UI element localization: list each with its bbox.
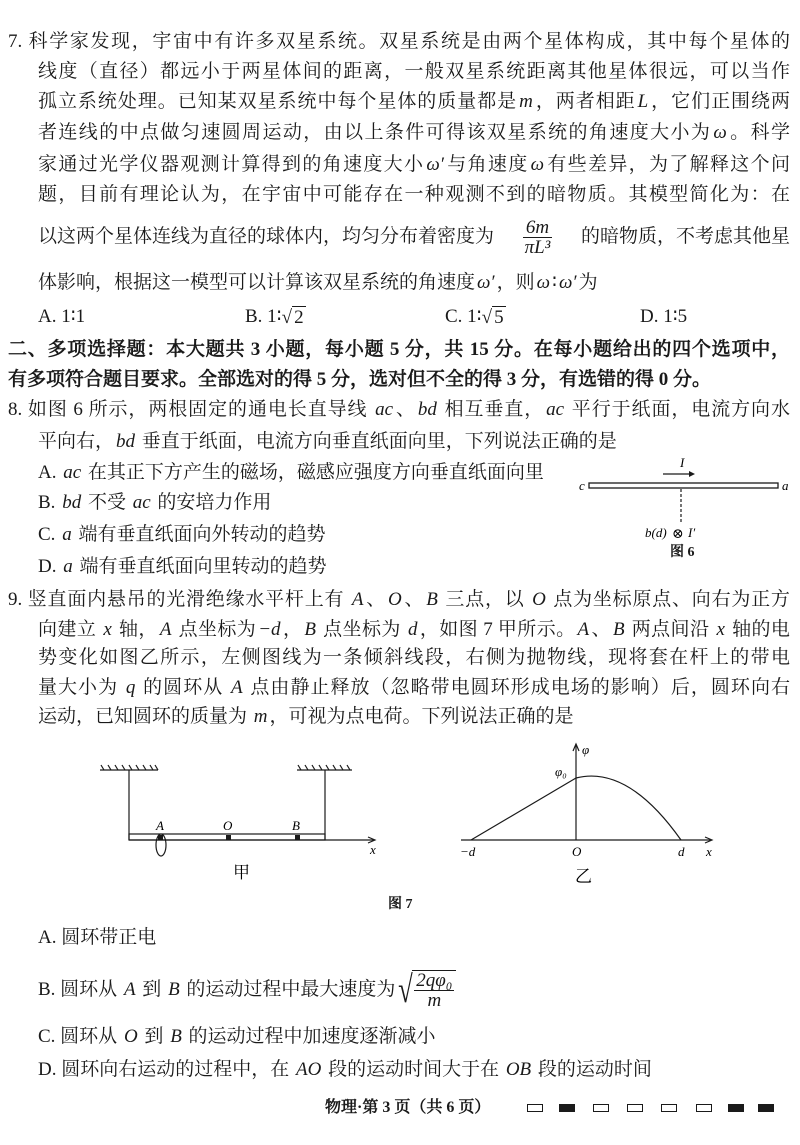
q9-line [38, 677, 790, 699]
radical-sign-icon: √ [281, 306, 293, 328]
figure-7-left [100, 765, 375, 856]
radicand: 5 [494, 306, 504, 328]
x-axis-label: x [706, 844, 712, 859]
text-segment: ， [282, 619, 303, 640]
q8-option-a [38, 462, 544, 484]
math-variable: O [123, 1026, 138, 1047]
sqrt [395, 969, 456, 1011]
wire-bd-label: b(d) [645, 525, 667, 540]
math-variable: OB [505, 1059, 532, 1080]
q9-line [38, 706, 574, 728]
point-o-label: O [223, 818, 233, 833]
potential-parabola [576, 776, 681, 840]
tick-origin: O [572, 844, 582, 859]
math-variable: A [231, 677, 243, 698]
text-segment: 平向右， [38, 431, 115, 452]
text-segment: 、 [365, 589, 386, 610]
figure-6-caption: 图 6 [670, 545, 695, 560]
text-segment: 相互垂直， [438, 399, 545, 420]
math-variable: ω′ [558, 272, 577, 293]
phi-axis-label: φ [582, 742, 590, 757]
radical-sign-icon: √ [481, 306, 493, 328]
q7-option-c [445, 306, 506, 329]
text-segment: D. 圆环向右运动的过程中，在 [38, 1059, 294, 1080]
empty-mark [627, 1104, 643, 1112]
text-segment: ，它们正围绕两 [650, 91, 790, 112]
point-b-mark [295, 835, 300, 840]
math-variable: d [407, 619, 418, 640]
end-label-a: a [782, 478, 789, 493]
section-heading: 二、多项选择题：本大题共 3 小题，每小题 5 分，共 15 分。在每小题给出的四个选项中， [8, 339, 790, 360]
text-segment: ，如图 7 甲所示。 [419, 619, 576, 640]
tick-d: d [678, 844, 685, 859]
option-label: C. 1∶ [445, 306, 482, 327]
text-segment: 三点，以 [439, 589, 531, 610]
point-a-mark [158, 835, 163, 840]
text-segment: 与角速度 [445, 154, 529, 175]
empty-mark [527, 1104, 543, 1112]
text-segment: 到 [139, 1026, 169, 1047]
q7-line [38, 122, 790, 144]
density-fraction [523, 218, 553, 257]
math-variable: x [716, 619, 725, 640]
q8-option-c [38, 524, 325, 546]
text-segment: 孤立系统处理。已知某双星系统中每个星体的质量都是 [38, 91, 518, 112]
text-segment: 轴， [113, 619, 158, 640]
text-segment: 端有垂直纸面向外转动的趋势 [73, 524, 326, 545]
math-variable: O [387, 589, 402, 610]
text-segment: ，则 [496, 272, 535, 293]
math-variable: ac [63, 462, 82, 483]
text-segment: 运动，已知圆环的质量为 [38, 706, 252, 727]
q8-option-b [38, 492, 271, 514]
text-segment: 平行于纸面，电流方向水 [566, 399, 790, 420]
q9-line [38, 647, 790, 669]
text-segment: 家通过光学仪器观测计算得到的角速度大小 [38, 154, 425, 175]
math-variable: a [62, 524, 72, 545]
filled-mark [728, 1104, 744, 1112]
q7-line [38, 91, 790, 113]
tick-neg-d: −d [460, 844, 476, 859]
text-segment: 向建立 [38, 619, 102, 640]
math-variable: ω′ [426, 154, 444, 175]
text-segment: 点为坐标原点、向右为正方 [547, 589, 790, 610]
figure-yi-caption: 乙 [575, 867, 592, 886]
math-variable: L [637, 91, 649, 112]
math-variable: m [519, 91, 533, 112]
q8-line [8, 399, 790, 421]
q7-line [38, 272, 598, 294]
math-variable: B [426, 589, 438, 610]
text-segment: C. [38, 524, 61, 545]
text-segment: 7. 科学家发现，宇宙中有许多双星系统。双星系统是由两个星体构成，其中每个星体的 [8, 31, 790, 52]
figure-jia-caption: 甲 [233, 863, 250, 882]
text-segment: ，两者相距 [534, 91, 636, 112]
point-a-label: A [156, 818, 164, 833]
math-variable: a [63, 556, 73, 577]
q7-option-d: D. 1∶5 [640, 306, 688, 327]
text-segment: 为 [578, 272, 598, 293]
text-segment: 两点间沿 [626, 619, 715, 640]
math-variable: A [577, 619, 590, 640]
text-segment: B. [38, 492, 61, 513]
math-variable: B [304, 619, 316, 640]
math-variable: A [351, 589, 364, 610]
math-variable: ω′ [477, 272, 495, 293]
text-segment: 、 [395, 399, 416, 420]
math-variable: B [168, 979, 180, 1000]
text-segment: A. [38, 462, 62, 483]
sqrt [482, 307, 506, 329]
math-variable: A [123, 979, 136, 1000]
q9-option-c [38, 1026, 436, 1048]
math-variable: bd [62, 492, 82, 513]
math-variable: A [159, 619, 172, 640]
figure-7-right [461, 744, 712, 843]
math-variable: O [532, 589, 546, 610]
q7-text: 的暗物质，不考虑其他星 [580, 226, 790, 247]
text-segment: ∶ [552, 272, 557, 293]
filled-mark [758, 1104, 774, 1112]
text-segment: 段的运动时间大于在 [323, 1059, 504, 1080]
text-segment: 。科学 [728, 122, 790, 143]
math-variable: m [253, 706, 268, 727]
math-variable: ω [713, 122, 727, 143]
q7-option-a: A. 1∶1 [38, 306, 86, 327]
math-variable: AO [295, 1059, 322, 1080]
q9-option-b [38, 968, 456, 1012]
rod [129, 834, 325, 840]
math-variable: B [612, 619, 625, 640]
text-segment: 的运动过程中最大速度为 [181, 979, 396, 1000]
math-variable: bd [116, 431, 136, 452]
text-segment: 的运动过程中加速度逐渐减小 [183, 1026, 436, 1047]
text-segment: 不受 [83, 492, 131, 513]
into-page-icon: ⊗ [672, 527, 684, 542]
text-segment: 势变化如图乙所示，左侧图线为一条倾斜线段，右侧为抛物线，现将套在杆上的带电 [38, 647, 790, 668]
text-segment: 有些差异，为了解释这个问 [545, 154, 790, 175]
q8-option-d [38, 556, 327, 578]
radicand: 2 [294, 306, 304, 328]
text-segment: ，可视为点电荷。下列说法正确的是 [269, 706, 574, 727]
q9-option-a [38, 927, 156, 949]
text-segment: C. 圆环从 [38, 1026, 122, 1047]
q7-density-line [38, 215, 790, 259]
fraction-numerator: 6m [523, 218, 553, 238]
fraction-denominator: m [427, 990, 442, 1011]
q8-line [38, 431, 617, 453]
sqrt [282, 307, 306, 329]
text-segment: 、 [591, 619, 611, 640]
text-segment: A. 圆环带正电 [38, 927, 157, 948]
math-variable: x [103, 619, 112, 640]
q9-line [38, 619, 790, 641]
text-segment: 点坐标为 [317, 619, 406, 640]
x-axis-label: x [370, 842, 376, 857]
option-text [38, 979, 395, 1001]
text-segment: 的安培力作用 [152, 492, 272, 513]
text-segment: 段的运动时间 [533, 1059, 652, 1080]
option-label: B. 1∶ [245, 306, 282, 327]
text-segment: 、 [403, 589, 425, 610]
arrow-head-icon [689, 471, 695, 477]
wire-ac [589, 483, 778, 488]
math-variable: ω [530, 154, 544, 175]
figure-7-caption: 图 7 [388, 897, 413, 912]
text-segment: 题，目前有理论认为，在宇宙中可能存在一种观测不到的暗物质。其模型简化为：在 [38, 184, 790, 205]
fraction-denominator: πL³ [524, 236, 551, 258]
text-segment: 点由静止释放（忽略带电圆环形成电场的影响）后，圆环向右 [244, 677, 790, 698]
text-segment: 8. 如图 6 所示，两根固定的通电长直导线 [8, 399, 374, 420]
text-segment: 的圆环从 [137, 677, 230, 698]
text-segment: B. 圆环从 [38, 979, 122, 1000]
text-segment: 轴的电 [726, 619, 790, 640]
math-variable: ac [132, 492, 151, 513]
q7-line [38, 184, 790, 206]
text-segment: 9. 竖直面内悬吊的光滑绝缘水平杆上有 [8, 589, 350, 610]
q7-line [38, 154, 790, 176]
ring [156, 834, 166, 856]
text-segment: 量大小为 [38, 677, 124, 698]
radical-sign-icon: √ [398, 969, 414, 1011]
text-segment: 线度（直径）都远小于两星体间的距离，一般双星系统距离其他星体很远，可以当作 [38, 61, 790, 82]
q7-option-b [245, 306, 306, 329]
text-segment: 垂直于纸面，电流方向垂直纸面向里，下列说法正确的是 [137, 431, 617, 452]
math-variable: q [125, 677, 136, 698]
text-segment: 体影响，根据这一模型可以计算该双星系统的角速度 [38, 272, 476, 293]
text-segment: 端有垂直纸面向里转动的趋势 [74, 556, 327, 577]
text-segment: 到 [137, 979, 167, 1000]
text-segment: 者连线的中点做匀速圆周运动，由以上条件可得该双星系统的角速度大小为 [38, 122, 712, 143]
page-footer: 物理·第 3 页（共 6 页） [325, 1099, 491, 1116]
section-heading: 有多项符合题目要求。全部选对的得 5 分，选对但不全的得 3 分，有选错的得 0 分。 [8, 369, 712, 390]
potential-line-left [471, 778, 576, 840]
math-variable: bd [417, 399, 437, 420]
phi0-label: φ₀ [555, 764, 567, 779]
wire-current-label: I′ [688, 525, 696, 540]
point-o-mark [226, 835, 231, 840]
point-b-label: B [292, 818, 300, 833]
empty-mark [593, 1104, 609, 1112]
q9-line [8, 589, 790, 611]
text-segment: 点坐标为 [173, 619, 257, 640]
fraction-numerator: 2qφ₀ [416, 970, 453, 991]
empty-mark [696, 1104, 712, 1112]
end-label-c: c [579, 478, 585, 493]
math-variable: −d [258, 619, 281, 640]
math-variable: ac [546, 399, 565, 420]
filled-mark [559, 1104, 575, 1112]
q7-text: 以这两个星体连线为直径的球体内，均匀分布着密度为 [38, 226, 495, 247]
current-label: I [680, 455, 685, 470]
text-segment: 在其正下方产生的磁场，磁感应强度方向垂直纸面向里 [83, 462, 544, 483]
math-variable: B [170, 1026, 182, 1047]
math-variable: ac [375, 399, 394, 420]
empty-mark [661, 1104, 677, 1112]
text-segment: D. [38, 556, 62, 577]
q7-line [38, 61, 790, 83]
q7-line [8, 31, 790, 53]
math-variable: ω [536, 272, 551, 293]
q9-option-d [38, 1059, 652, 1081]
